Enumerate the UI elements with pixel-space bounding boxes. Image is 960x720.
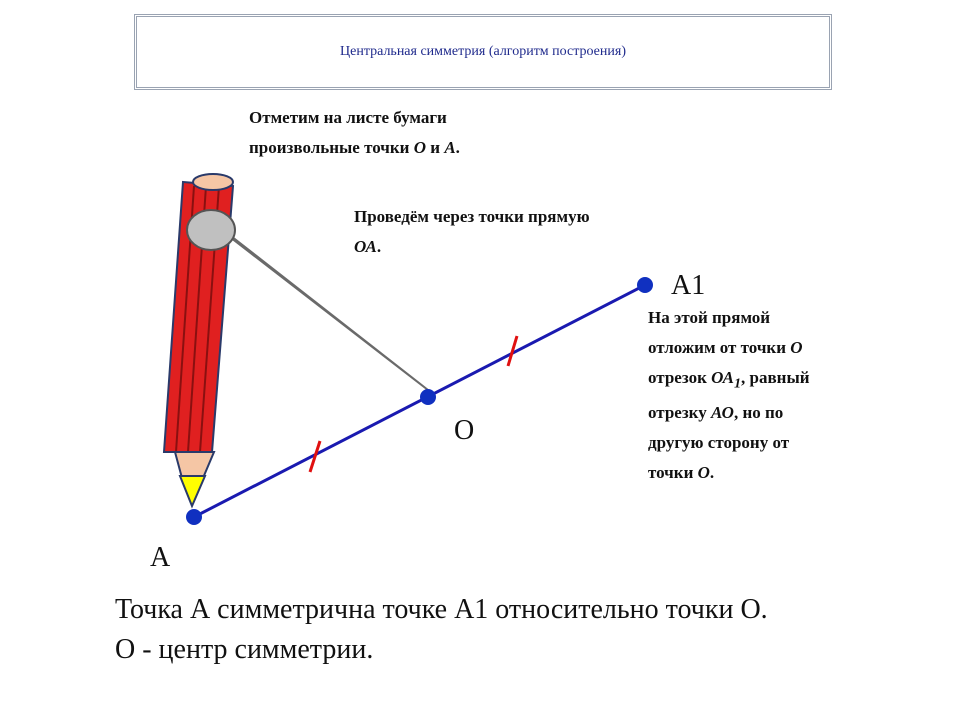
step-2-text: Проведём через точки прямую ОА. [354,207,590,256]
compass-hinge [187,210,235,250]
conclusion-line-1: Точка А симметрична точке А1 относительно точки О. [115,594,768,625]
point-a [186,509,202,525]
conclusion-line-2: О - центр симметрии. [115,634,374,665]
step-3-text: На этой прямой отложим от точки О отрезок $ОА_1$, равный отрезку АО, но по другую сторону от точки О. [648,308,810,483]
point-o-label: О [454,415,475,446]
step-1-text: Отметим на листе бумаги произвольные точки О и А. [249,108,460,157]
point-o [420,389,436,405]
point-a-label: А [150,542,171,573]
point-a1 [637,277,653,293]
point-a1-label: А1 [671,270,706,301]
line-a-a1 [194,285,645,517]
page-title: Центральная симметрия (алгоритм построения) [340,44,626,59]
